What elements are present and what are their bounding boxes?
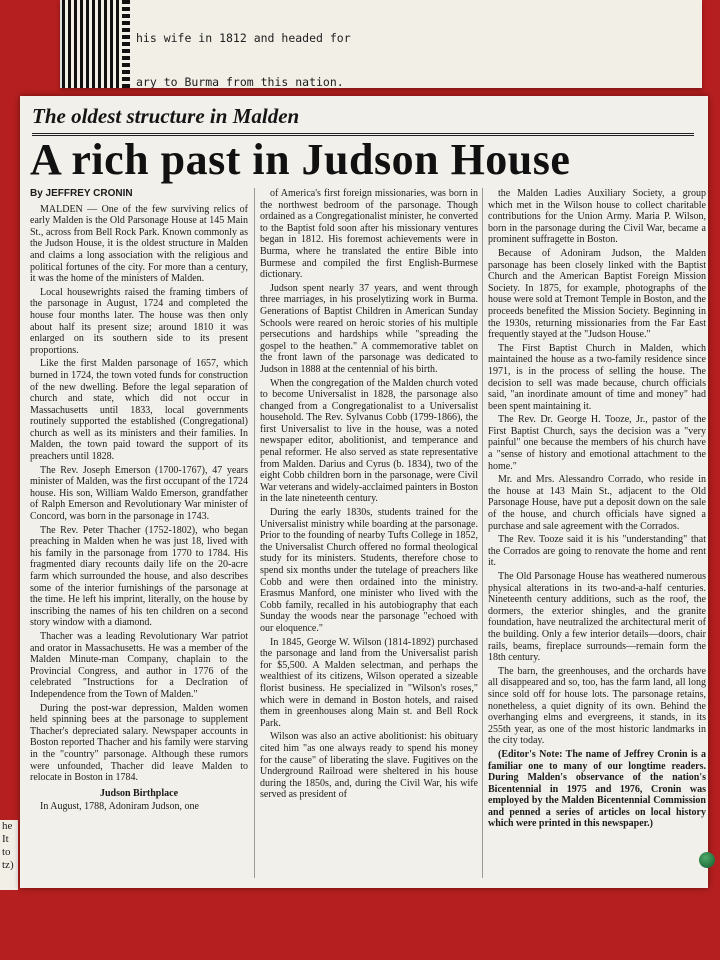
perforation-strip <box>122 0 130 88</box>
left-clipping-fragment <box>0 820 18 890</box>
article-column-1 <box>30 188 248 878</box>
subhead: Judson Birthplace <box>99 787 179 799</box>
kicker: The oldest structure in Malden <box>32 104 694 136</box>
column-rule <box>254 188 255 878</box>
paragraph: The First Baptist Church in Malden, which maintained the house as a two-family residence since 1971, is in the process of selling the house. The decision to sell was made because, church officials said, "an inordinate amount of time and money" had been spent maintaining it. <box>488 342 706 412</box>
paragraph: During the early 1830s, students trained for the Universalist ministry while boarding at the parsonage. Prior to the founding of nearby Tufts College in 1852, the Universalist Church offered no formal theological study for its ministers. Students, therefore chose to spend six months under the tutelage of preachers like Cobb and were then ordained into the ministry. Erasmus Manford, one minister who lived with the Cobb family, recalled in his autobiography that each Sunday the woods near the parsonage "echoed with our eloquence." <box>260 507 478 634</box>
paragraph: Wilson was also an active abolitionist: his obituary cited him "as one always ready to spend his money for the cause" of liberating the slave. Fugitives on the Underground Railroad were sheltered in his house during the 1850s, and, during the Civil War, his wife served as president of <box>260 731 478 801</box>
paragraph: MALDEN — One of the few surviving relics of early Malden is the Old Parsonage House at 145 Main St., across from Bell Rock Park. Known commonly as the Judson House, it is the oldest structure in Malden and claims a long association with the religious and political fortunes of the city. For more than a century, it was the home of the ministers of Malden. <box>30 203 248 285</box>
previous-line: ary to Burma from this nation. <box>136 74 344 88</box>
paragraph: The Rev. Joseph Emerson (1700-1767), 47 years minister of Malden, was the first occupant of the 1724 house. His son, William Waldo Emerson, grandfather of Ralph Emerson and Revolutionary War minister of Concord, was born in the parsonage in 1743. <box>30 464 248 523</box>
previous-clipping-text <box>136 2 696 88</box>
paragraph: the Malden Ladies Auxiliary Society, a group which met in the Wilson house to collect charitable contributions for the Union Army. Maria P. Wilson, born in the parsonage during the Civil War, became a prominent suffragette in Boston. <box>488 188 706 246</box>
paragraph: Judson spent nearly 37 years, and went through three marriages, in his proselytizing work in Burma. Generations of Baptist Children in American Sunday Schools were reared on heroic stories of his multiple persecutions and hardships while "spreading the gospel to the heathen." A commemorative tablet on the front lawn of the parsonage was dedicated to Judson in 1888 at the centennial of his birth. <box>260 282 478 375</box>
previous-line: his wife in 1812 and headed for <box>136 31 351 45</box>
paragraph: of America's first foreign missionaries, was born in the northwest bedroom of the parsonage. Though ordained as a Congregationalist minister, he converted to the Baptist fold soon after his missionary ventures began in 1812. His foremost achievements were in Burma, where he translated the entire Bible into Burmese and compiled the first English-Burmese dictionary. <box>260 188 478 281</box>
previous-clipping <box>60 0 702 88</box>
paragraph: In August, 1788, Adoniram Judson, one <box>40 801 199 813</box>
fragment-line: It <box>2 833 9 845</box>
paragraph: Local housewrights raised the framing timbers of the parsonage in August, 1724 and completed the house four months later. The house was then only about half its present size; around 1810 it was enlarged on its southern side to its present proportions. <box>30 286 248 356</box>
paragraph: Because of Adoniram Judson, the Malden parsonage has been closely linked with the Baptist Church and the American Baptist Foreign Mission Society. In 1875, for example, photographs of the house were sold at Tremont Temple in Boston, and the proceeds benefited the Mission Society. Beginning in the 1930s, returning missionaries from the Far East frequently stayed at the "Judson House." <box>488 247 706 341</box>
paragraph: Mr. and Mrs. Alessandro Corrado, who reside in the house at 143 Main St., adjacent to the Old Parsonage House, have put a deposit down on the sale of the house, and church officials have signed a purchase and sale agreement with the Corrados. <box>488 474 706 532</box>
paragraph: During the post-war depression, Malden women held spinning bees at the parsonage to supplement Thacher's depreciated salary. Newspaper accounts in Boston reported Thacher and his family were starving in the "country" parsonage. Although these rumors were unfounded, Thacher did leave Malden to relocate in Boston in 1784. <box>30 702 248 784</box>
barcode-strip <box>62 0 120 88</box>
paragraph: The barn, the greenhouses, and the orchards have all disappeared and so, too, has the farm land, all long since sold off for house lots. The parsonage retains, nonetheless, a quiet dignity of its own. Behind the overhanging elms and evergreens, it stands, in its 255th year, as one of the most historic landmarks in the city today. <box>488 665 706 747</box>
article-column-2 <box>260 188 478 878</box>
fragment-line: to <box>2 846 11 858</box>
column-rule <box>482 188 483 878</box>
paragraph: In 1845, George W. Wilson (1814-1892) purchased the parsonage and land from the Universalist parish for $5,500. A Malden selectman, and perhaps the wealthiest of its citizens, Wilson operated a sizeable florist business. He specialized in "Wilson's roses," which were in demand in Boston hotels, and raised them in greenhouses along Main st. and Bell Rock Park. <box>260 636 478 729</box>
paragraph: The Old Parsonage House has weathered numerous physical alterations in its two-and-a-half centuries. Nineteenth century additions, such as the roof, the dormers, the exterior shingles, and the granite foundation, have neutralized the architectural merit of the building. Only a few interior details—doors, chair rails, beams, fireplace surrounds—remain form the 18th century. <box>488 571 706 664</box>
paragraph: Like the first Malden parsonage of 1657, which burned in 1724, the town voted funds for construction of the new dwelling. Before the legal separation of church and state, which did not occur in Massachusetts until 1833, local governments routinely supported the established (Congregational) church as well as its ministers and their families. In Malden, the town paid toward the support of its preachers until 1828. <box>30 358 248 463</box>
paragraph: When the congregation of the Malden church voted to become Universalist in 1828, the parsonage also changed from a Congregationalist to a Universalist household. The Rev. Sylvanus Cobb (1799-1866), the first Universalist to live in the house, was a noted newspaper editor, abolitionist, and temperance and penal reformer. He also served as state representative from Malden. Darius and Cyrus (b. 1834), two of the eight Cobb children born in the parsonage, were Civil War veterans and widely-acclaimed painters in Boston in the late nineteenth century. <box>260 377 478 505</box>
paragraph: The Rev. Peter Thacher (1752-1802), who began preaching in Malden when he was just 18, lived with his family in the parsonage from 1770 to 1784. His fragmented diary recounts daily life on the 20-acre farm which surrounded the house, and also describes some of the interior furnishings of the parsonage at the time. He left his imprint, literally, on the house by inscribing the names of his ten children on a second story window with a diamond. <box>30 524 248 629</box>
byline: By JEFFREY CRONIN <box>30 188 133 199</box>
green-pushpin-icon <box>699 852 715 868</box>
newspaper-clipping <box>20 96 708 888</box>
headline: A rich past in Judson House <box>30 135 571 184</box>
fragment-line: tz) <box>2 859 14 871</box>
paragraph: The Rev. Dr. George H. Tooze, Jr., pastor of the First Baptist Church, says the decision was a "very painful" one because the members of his church have a "sense of history and emotional attachment to the home." <box>488 414 706 472</box>
fragment-line: he <box>2 820 13 832</box>
editors-note: (Editor's Note: The name of Jeffrey Cronin is a familiar one to many of our longtime readers. During Malden's observance of the nation's Bicentennial in 1975 and 1976, Cronin was employed by the Malden Bicentennial Commission and penned a series of articles on local history which were printed in this newspaper.) <box>488 748 706 830</box>
article-column-3 <box>488 188 706 878</box>
paragraph: Thacher was a leading Revolutionary War patriot and orator in Massachusetts. He was a member of the Malden Minute-man Company, chaplain to the Provincial Congress, and author in 1776 of the celebrated "Instructions for a Declration of Independence from the Town of Malden." <box>30 630 248 700</box>
paragraph: The Rev. Tooze said it is his "understanding" that the Corrados are going to renovate the home and rent it. <box>488 534 706 569</box>
